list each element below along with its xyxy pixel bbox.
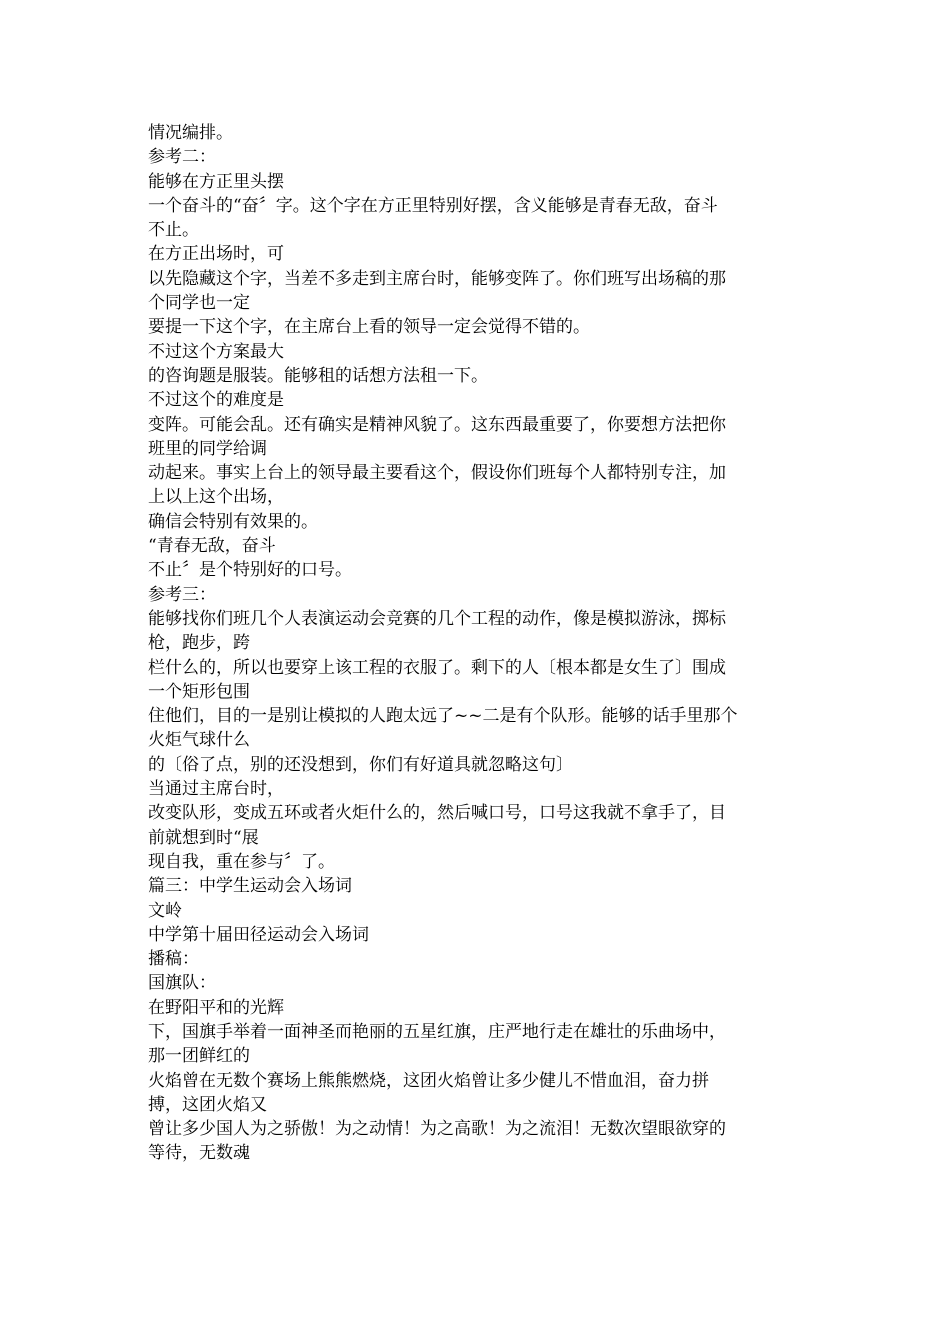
text-line: 搏，这团火焰又	[148, 1094, 267, 1115]
text-line: 要提一下这个字，在主席台上看的领导一定会觉得不错的。	[148, 317, 590, 338]
text-line: 火焰曾在无数个赛场上熊熊燃烧，这团火焰曾让多少健儿不惜血泪，奋力拼	[148, 1070, 709, 1091]
text-line: 在野阳平和的光辉	[148, 997, 284, 1018]
text-line: 等待，无数魂	[148, 1143, 250, 1164]
text-line: 那一团鲜红的	[148, 1046, 250, 1067]
text-line: 中学第十届田径运动会入场词	[148, 924, 369, 945]
text-line: 下，国旗手举着一面神圣而艳丽的五星红旗，庄严地行走在雄壮的乐曲场中，	[148, 1021, 726, 1042]
text-line: 曾让多少国人为之骄傲！为之动情！为之高歌！为之流泪！无数次望眼欲穿的	[148, 1119, 726, 1140]
text-line: 的咨询题是服装。能够租的话想方法租一下。	[148, 365, 488, 386]
text-line: 住他们，目的一是别让模拟的人跑太远了~~二是有个队形。能够的话手里那个	[148, 706, 738, 727]
text-line: “青春无敌，奋斗	[148, 536, 276, 557]
text-line: 一个奋斗的“奋〞字。这个字在方正里特别好摆，含义能够是青春无敌，奋斗	[148, 195, 718, 216]
text-line: 篇三：中学生运动会入场词	[148, 876, 352, 897]
text-line: 改变队形，变成五环或者火炬什么的，然后喊口号，口号这我就不拿手了，目	[148, 803, 726, 824]
text-line: 当通过主席台时，	[148, 779, 284, 800]
text-line: 以先隐藏这个字，当差不多走到主席台时，能够变阵了。你们班写出场稿的那	[148, 268, 726, 289]
text-line: 枪，跑步，跨	[148, 633, 250, 654]
text-line: 情况编排。	[148, 123, 233, 143]
text-line: 火炬气球什么	[148, 730, 250, 751]
text-line: 前就想到时“展	[148, 827, 259, 848]
text-line: 不止〞是个特别好的口号。	[148, 560, 352, 581]
text-line: 动起来。事实上台上的领导最主要看这个，假设你们班每个人都特别专注，加	[148, 463, 726, 484]
text-line: 能够找你们班几个人表演运动会竞赛的几个工程的动作，像是模拟游泳，掷标	[148, 608, 726, 629]
text-line: 参考二：	[148, 147, 216, 168]
text-line: 文岭	[148, 900, 182, 921]
text-line: 一个矩形包围	[148, 681, 250, 702]
text-line: 在方正出场时，可	[148, 244, 284, 265]
text-line: 栏什么的，所以也要穿上该工程的衣服了。剩下的人〔根本都是女生了〕围成	[148, 657, 726, 678]
text-line: 不止。	[148, 220, 199, 241]
text-line: 个同学也一定	[148, 293, 250, 314]
text-line: 播稿：	[148, 949, 199, 970]
text-line: 参考三：	[148, 584, 216, 605]
text-line: 班里的同学给调	[148, 438, 267, 459]
text-line: 的〔俗了点，别的还没想到，你们有好道具就忽略这句〕	[148, 754, 573, 775]
text-line: 确信会特别有效果的。	[148, 511, 318, 532]
text-line: 上以上这个出场，	[148, 487, 284, 508]
text-line: 不过这个方案最大	[148, 341, 284, 362]
text-line: 现自我，重在参与〞了。	[148, 851, 335, 872]
text-line: 不过这个的难度是	[148, 390, 284, 411]
text-line: 变阵。可能会乱。还有确实是精神风貌了。这东西最重要了，你要想方法把你	[148, 414, 726, 435]
text-line: 国旗队：	[148, 973, 216, 994]
document-body	[148, 121, 808, 1166]
text-line: 能够在方正里头摆	[148, 171, 284, 192]
